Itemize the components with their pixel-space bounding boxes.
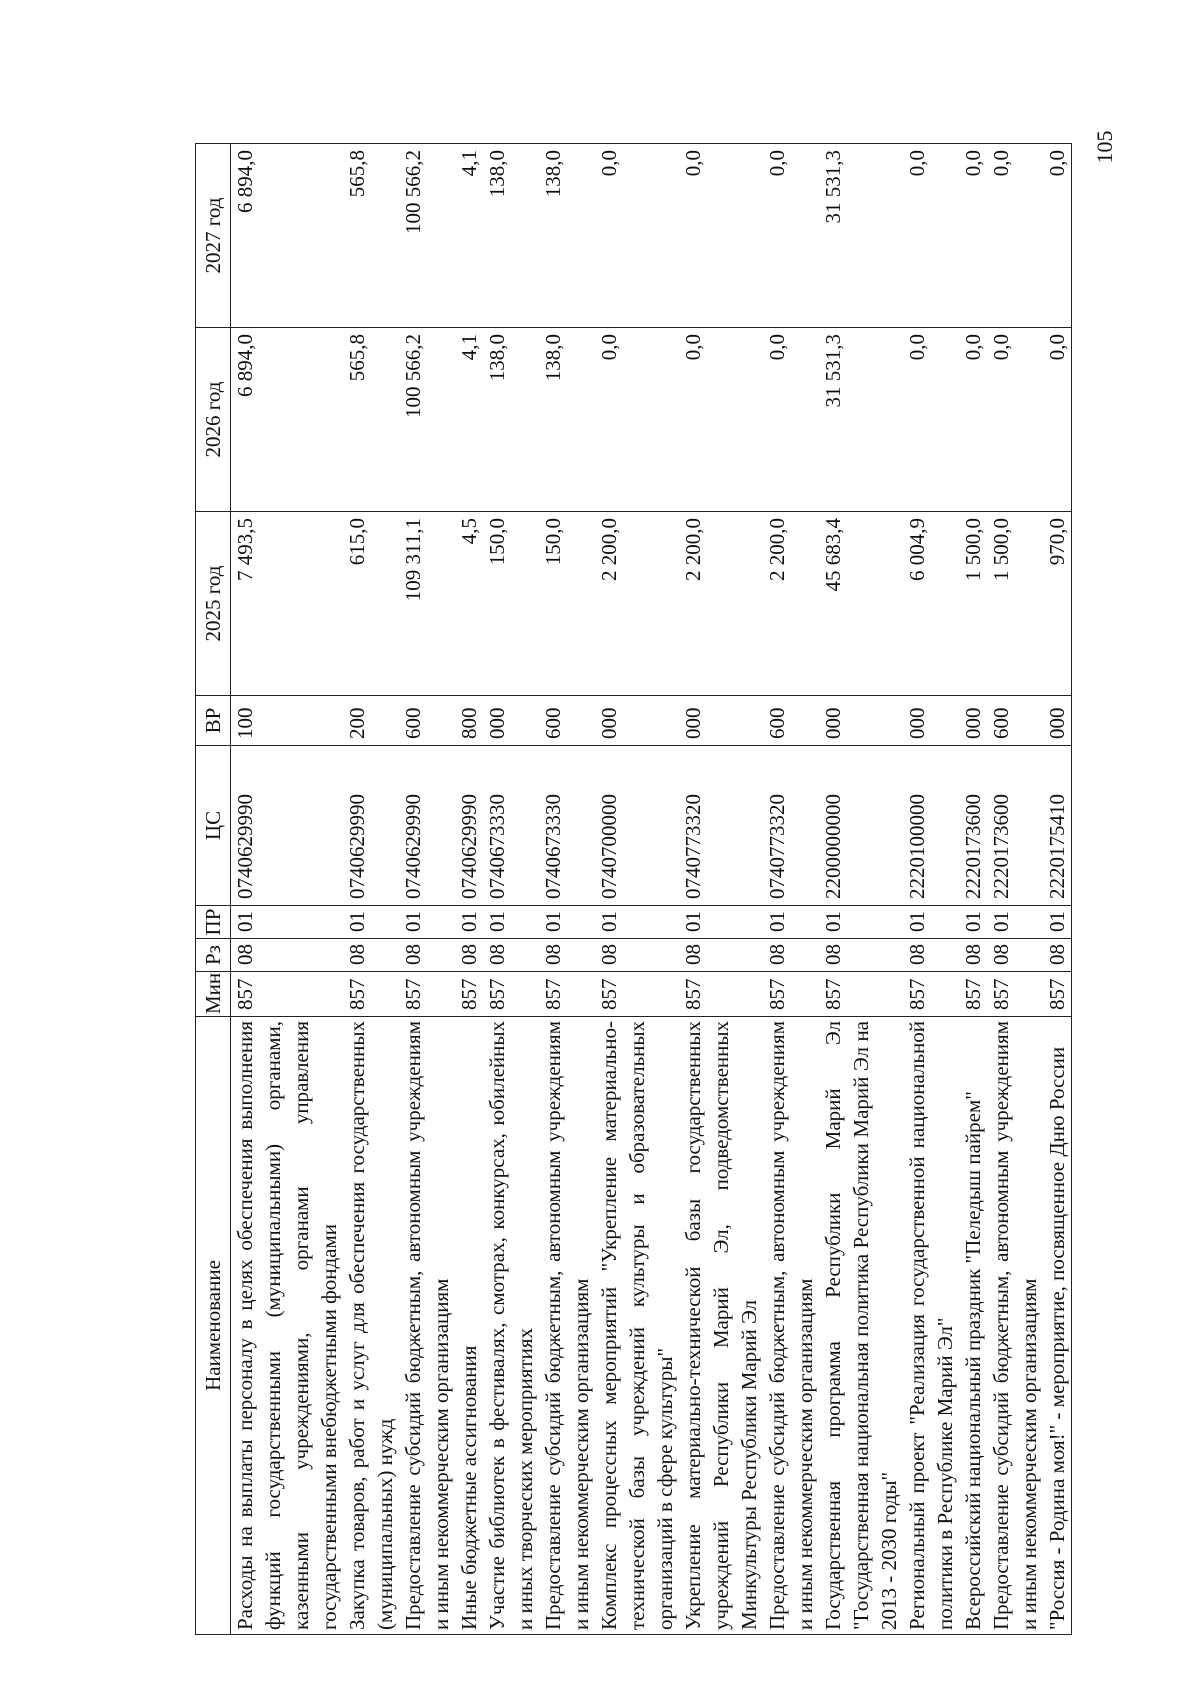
row-2025-cell: 7 493,5	[231, 512, 344, 696]
row-2025-cell: 970,0	[1043, 512, 1072, 696]
row-2026-cell: 6 894,0	[231, 328, 344, 512]
row-name-cell: Предоставление субсидий бюджетным, автономным учреждениям и иным некоммерческим организациям	[539, 1017, 595, 1635]
row-vr-cell: 600	[539, 696, 595, 746]
row-cs-cell: 0740629990	[231, 746, 344, 906]
row-pr-cell: 01	[399, 906, 455, 939]
row-2026-cell: 0,0	[679, 328, 763, 512]
row-2027-cell: 0,0	[959, 144, 987, 328]
row-name-cell: Иные бюджетные ассигнования	[455, 1017, 483, 1635]
row-pr-cell: 01	[763, 906, 819, 939]
row-2026-cell: 0,0	[987, 328, 1043, 512]
row-2027-cell: 31 531,3	[819, 144, 903, 328]
table-header-row	[196, 144, 231, 1635]
row-rz-cell: 08	[595, 939, 679, 972]
header-2026: 2026 год	[196, 328, 231, 512]
header-rz: Рз	[196, 939, 231, 972]
row-name-cell: Всероссийский национальный праздник "Пеледыш пайрем"	[959, 1017, 987, 1635]
row-name-cell: Предоставление субсидий бюджетным, автономным учреждениям и иным некоммерческим организациям	[399, 1017, 455, 1635]
row-rz-cell: 08	[987, 939, 1043, 972]
row-cs-cell: 2220100000	[903, 746, 959, 906]
table-row	[987, 144, 1043, 1635]
row-pr-cell: 01	[903, 906, 959, 939]
row-name-cell: Комплекс процессных мероприятий "Укрепление материально-технической базы учреждений культуры и образовательных организаций в сфере культуры"	[595, 1017, 679, 1635]
row-pr-cell: 01	[455, 906, 483, 939]
row-vr-cell: 600	[399, 696, 455, 746]
row-2025-cell: 1 500,0	[987, 512, 1043, 696]
table-row	[763, 144, 819, 1635]
row-2027-cell: 0,0	[763, 144, 819, 328]
row-min-cell: 857	[455, 972, 483, 1017]
row-rz-cell: 08	[903, 939, 959, 972]
row-2025-cell: 2 200,0	[763, 512, 819, 696]
row-rz-cell: 08	[819, 939, 903, 972]
row-pr-cell: 01	[1043, 906, 1072, 939]
row-name-cell: Государственная программа Республики Марий Эл "Государственная национальная политика Республики Марий Эл на 2013 - 2030 годы"	[819, 1017, 903, 1635]
row-pr-cell: 01	[819, 906, 903, 939]
row-cs-cell: 0740673330	[483, 746, 539, 906]
row-name-cell: Укрепление материально-технической базы государственных учреждений Республики Марий Эл, подведомственных Минкультуры Республики Марий Эл	[679, 1017, 763, 1635]
table-row	[679, 144, 763, 1635]
table-row	[539, 144, 595, 1635]
row-vr-cell: 000	[959, 696, 987, 746]
table-row	[399, 144, 455, 1635]
row-name-cell: Расходы на выплаты персоналу в целях обеспечения выполнения функций государственными (муниципальными) органами, казенными учреждениями, органами управления государственными внебюджетными фондами	[231, 1017, 344, 1635]
row-2025-cell: 615,0	[343, 512, 399, 696]
row-vr-cell: 000	[903, 696, 959, 746]
table-row	[595, 144, 679, 1635]
row-vr-cell: 600	[987, 696, 1043, 746]
row-pr-cell: 01	[483, 906, 539, 939]
budget-table	[195, 143, 1072, 1635]
row-min-cell: 857	[399, 972, 455, 1017]
row-vr-cell: 000	[819, 696, 903, 746]
table-body	[231, 144, 1072, 1635]
row-pr-cell: 01	[343, 906, 399, 939]
row-vr-cell: 000	[1043, 696, 1072, 746]
row-pr-cell: 01	[679, 906, 763, 939]
row-vr-cell: 000	[679, 696, 763, 746]
row-min-cell: 857	[343, 972, 399, 1017]
row-min-cell: 857	[1043, 972, 1072, 1017]
row-2027-cell: 138,0	[539, 144, 595, 328]
row-2026-cell: 0,0	[1043, 328, 1072, 512]
row-2027-cell: 100 566,2	[399, 144, 455, 328]
row-min-cell: 857	[903, 972, 959, 1017]
row-2026-cell: 100 566,2	[399, 328, 455, 512]
row-min-cell: 857	[987, 972, 1043, 1017]
row-rz-cell: 08	[679, 939, 763, 972]
row-2025-cell: 150,0	[483, 512, 539, 696]
row-name-cell: Региональный проект "Реализация государственной национальной политики в Республике Марий Эл"	[903, 1017, 959, 1635]
row-pr-cell: 01	[539, 906, 595, 939]
row-2027-cell: 0,0	[903, 144, 959, 328]
row-2027-cell: 138,0	[483, 144, 539, 328]
row-pr-cell: 01	[231, 906, 344, 939]
row-cs-cell: 0740773320	[763, 746, 819, 906]
row-min-cell: 857	[483, 972, 539, 1017]
table-row	[231, 144, 344, 1635]
row-2027-cell: 4,1	[455, 144, 483, 328]
row-pr-cell: 01	[987, 906, 1043, 939]
row-rz-cell: 08	[483, 939, 539, 972]
row-2025-cell: 109 311,1	[399, 512, 455, 696]
header-2027: 2027 год	[196, 144, 231, 328]
row-vr-cell: 600	[763, 696, 819, 746]
row-name-cell: Предоставление субсидий бюджетным, автономным учреждениям и иным некоммерческим организациям	[763, 1017, 819, 1635]
header-name: Наименование	[196, 1017, 231, 1635]
table-row	[959, 144, 987, 1635]
row-pr-cell: 01	[595, 906, 679, 939]
row-2026-cell: 0,0	[903, 328, 959, 512]
row-2026-cell: 0,0	[763, 328, 819, 512]
row-min-cell: 857	[231, 972, 344, 1017]
row-2026-cell: 0,0	[595, 328, 679, 512]
row-2026-cell: 0,0	[959, 328, 987, 512]
row-name-cell: "Россия - Родина моя!" - мероприятие, посвященное Дню России	[1043, 1017, 1072, 1635]
row-rz-cell: 08	[343, 939, 399, 972]
row-name-cell: Предоставление субсидий бюджетным, автономным учреждениям и иным некоммерческим организациям	[987, 1017, 1043, 1635]
header-pr: ПР	[196, 906, 231, 939]
row-2027-cell: 565,8	[343, 144, 399, 328]
table-row	[903, 144, 959, 1635]
row-2025-cell: 2 200,0	[595, 512, 679, 696]
table-row	[343, 144, 399, 1635]
row-rz-cell: 08	[959, 939, 987, 972]
row-2025-cell: 6 004,9	[903, 512, 959, 696]
page-number: 105	[1092, 130, 1117, 164]
row-vr-cell: 200	[343, 696, 399, 746]
row-min-cell: 857	[819, 972, 903, 1017]
row-vr-cell: 100	[231, 696, 344, 746]
row-cs-cell: 2220175410	[1043, 746, 1072, 906]
row-min-cell: 857	[595, 972, 679, 1017]
row-2026-cell: 138,0	[483, 328, 539, 512]
row-rz-cell: 08	[763, 939, 819, 972]
header-vr: ВР	[196, 696, 231, 746]
table-row	[483, 144, 539, 1635]
row-rz-cell: 08	[399, 939, 455, 972]
row-cs-cell: 2220173600	[987, 746, 1043, 906]
row-2027-cell: 0,0	[595, 144, 679, 328]
row-2027-cell: 6 894,0	[231, 144, 344, 328]
row-cs-cell: 0740629990	[399, 746, 455, 906]
row-pr-cell: 01	[959, 906, 987, 939]
row-min-cell: 857	[763, 972, 819, 1017]
header-min: Мин	[196, 972, 231, 1017]
row-vr-cell: 800	[455, 696, 483, 746]
row-cs-cell: 0740629990	[343, 746, 399, 906]
row-2026-cell: 138,0	[539, 328, 595, 512]
row-2025-cell: 150,0	[539, 512, 595, 696]
header-2025: 2025 год	[196, 512, 231, 696]
table-row	[1043, 144, 1072, 1635]
row-2025-cell: 1 500,0	[959, 512, 987, 696]
row-cs-cell: 0740629990	[455, 746, 483, 906]
row-cs-cell: 2220173600	[959, 746, 987, 906]
row-rz-cell: 08	[231, 939, 344, 972]
row-rz-cell: 08	[455, 939, 483, 972]
row-2027-cell: 0,0	[1043, 144, 1072, 328]
row-2026-cell: 565,8	[343, 328, 399, 512]
row-2027-cell: 0,0	[679, 144, 763, 328]
row-name-cell: Закупка товаров, работ и услуг для обеспечения государственных (муниципальных) нужд	[343, 1017, 399, 1635]
row-min-cell: 857	[959, 972, 987, 1017]
row-rz-cell: 08	[1043, 939, 1072, 972]
row-cs-cell: 0740673330	[539, 746, 595, 906]
row-vr-cell: 000	[595, 696, 679, 746]
row-min-cell: 857	[679, 972, 763, 1017]
table-row	[455, 144, 483, 1635]
row-cs-cell: 0740700000	[595, 746, 679, 906]
row-2027-cell: 0,0	[987, 144, 1043, 328]
row-cs-cell: 0740773320	[679, 746, 763, 906]
row-2025-cell: 45 683,4	[819, 512, 903, 696]
rotated-page-content	[195, 145, 1069, 1635]
row-rz-cell: 08	[539, 939, 595, 972]
header-cs: ЦС	[196, 746, 231, 906]
row-min-cell: 857	[539, 972, 595, 1017]
row-2025-cell: 2 200,0	[679, 512, 763, 696]
row-2026-cell: 4,1	[455, 328, 483, 512]
row-2026-cell: 31 531,3	[819, 328, 903, 512]
row-2025-cell: 4,5	[455, 512, 483, 696]
row-vr-cell: 000	[483, 696, 539, 746]
row-cs-cell: 2200000000	[819, 746, 903, 906]
row-name-cell: Участие библиотек в фестивалях, смотрах, конкурсах, юбилейных и иных творческих мероприятиях	[483, 1017, 539, 1635]
table-row	[819, 144, 903, 1635]
